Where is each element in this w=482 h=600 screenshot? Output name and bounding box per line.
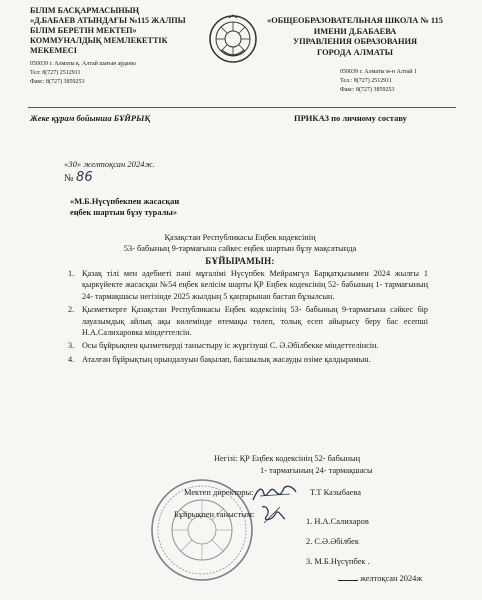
- order-item-number: 1.: [68, 269, 75, 278]
- subtitle-kazakh: Жеке құрам бойынша БҰЙРЫҚ: [30, 113, 151, 123]
- header-right-block: [262, 16, 448, 95]
- order-item-text: Осы бұйрықпен қызметкерді таныстыру іс жүргізуші С. Ә.Әбілбекке міндеттелінсін.: [82, 341, 379, 351]
- order-number: [64, 170, 93, 185]
- order-item-number: 2.: [68, 305, 75, 315]
- order-keyword: БҰЙЫРАМЫН:: [205, 256, 275, 266]
- order-subject-line: еңбек шартын бұзу туралы»: [70, 208, 178, 217]
- header-left-fax: Факс: 8(727) 3859253: [30, 79, 85, 85]
- order-preamble: [60, 232, 420, 254]
- subtitle-russian: ПРИКАЗ по личному составу: [294, 113, 407, 123]
- director-label: Мектеп директоры:: [184, 488, 254, 497]
- order-item: [60, 354, 428, 365]
- acquainted-person: 2. С.Ә.Әбілбек: [306, 537, 359, 546]
- acquainted-signature-icon: [258, 503, 288, 525]
- acquainted-list: [306, 512, 370, 572]
- header-right-line: ГОРОДА АЛМАТЫ: [316, 47, 393, 57]
- header-right-tel: Тел.: 8(727) 2512911: [340, 78, 393, 84]
- state-emblem-icon: [208, 14, 258, 64]
- header-left-line: МЕКЕМЕСІ: [30, 46, 77, 55]
- order-item: [60, 268, 428, 302]
- header-left-line: «Д.БАБАЕВ АТЫНДАҒЫ №115 ЖАЛПЫ: [30, 16, 186, 25]
- acquainted-person: 1. Н.А.Салихаров: [306, 517, 369, 526]
- header-right-fax: Факс: 8(727) 3859253: [340, 87, 395, 93]
- date-blank-line: [338, 580, 358, 581]
- order-number-prefix: №: [64, 173, 74, 184]
- header-right-line: ИМЕНИ Д.БАБАЕВА: [313, 26, 397, 36]
- order-subject: [70, 196, 270, 218]
- order-item-number: 4.: [68, 354, 75, 364]
- header-left-tel: Тел: 8(727) 2512911: [30, 70, 81, 76]
- header-left-line: БІЛІМ БАСҚАРМАСЫНЫҢ: [30, 6, 140, 15]
- director-signature-icon: [250, 482, 298, 504]
- preamble-line: Қазақстан Республикасы Еңбек кодексінің: [164, 233, 316, 242]
- preamble-line: 53- бабының 9-тармағына сәйкес еңбек шартын бұзу мақсатында: [123, 244, 357, 253]
- header-left-address: 050039 г. Алматы қ. Алтай шағын ауданы: [30, 61, 136, 67]
- header-right-address: 050039 г. Алматы м-н Алтай 1: [340, 69, 417, 75]
- header-left-line: БІЛІМ БЕРЕТІН МЕКТЕП»: [30, 26, 137, 35]
- order-item-number: 3.: [68, 341, 75, 351]
- order-subject-line: «М.Б.Нүсүпбекпен жасасқан: [70, 197, 180, 206]
- acknowledgement-date-text: желтоқсан 2024ж: [360, 574, 423, 583]
- order-number-handwritten: 86: [76, 170, 93, 185]
- order-item-text: Қызметкерге Қазақстан Республикасы Еңбек кодексінің 53- бабының 9-тармағына сәйкес бір лауазымдық айлық ақы көлемінде өтемақы төлеп, толық есеп айырысу беру бас есепші Н.А.Салихаровка міндеттелсін.: [82, 305, 428, 338]
- header-left-block: [30, 6, 200, 87]
- order-item-text: Аталған бұйрықтың орындалуын бақылап, басшылық жасауды өзіме қалдырамын.: [82, 354, 371, 364]
- order-items-list: [60, 268, 428, 367]
- basis-line: 1- тармағының 24- тармақшасы: [260, 465, 373, 475]
- order-item-text: Қазақ тілі мен әдебиеті пәні мұғалімі Нүсүпбек Мейрамгүл Барқатқызымен 2024 жылғы 1 қыркүйекте жасасқан №54 еңбек келісім шарты ҚР Еңбек кодексінің 52- бабының 1- тармағының 24- тармақшасы негізінде 2025 жылдың 5 қаңтарынан бастап бұзылсын.: [82, 269, 428, 301]
- order-basis: [214, 453, 444, 476]
- basis-line: Негізі: ҚР Еңбек кодексінің 52- бабының: [214, 454, 361, 463]
- acknowledgement-date: [338, 574, 422, 583]
- header-left-line: КОММУНАЛДЫҚ МЕМЛЕКЕТТІК: [30, 36, 168, 45]
- header-divider: [28, 107, 456, 108]
- acquainted-label: Бұйрықпен таныстым:: [174, 510, 255, 519]
- order-item: [60, 304, 428, 338]
- header-right-line: «ОБЩЕОБРАЗОВАТЕЛЬНАЯ ШКОЛА № 115: [267, 16, 443, 25]
- acquainted-person: 3. М.Б.Нүсүпбек .: [306, 557, 370, 566]
- director-name: Т.Т Казыбаева: [310, 488, 361, 497]
- header-right-line: УПРАВЛЕНИЯ ОБРАЗОВАНИЯ: [292, 37, 418, 46]
- order-date: «30» желтоқсан 2024ж.: [64, 159, 155, 169]
- order-item: [60, 340, 428, 351]
